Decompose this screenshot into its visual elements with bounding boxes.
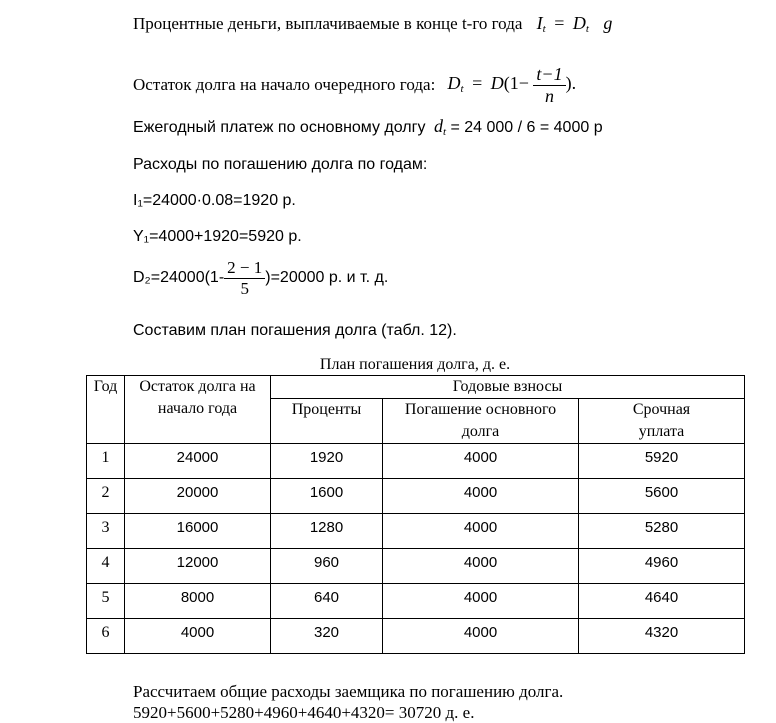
cell-balance: 12000 [125,549,271,584]
header-payment: Срочная уплата [579,399,745,444]
interest-text: Процентные деньги, выплачиваемые в конце t-го года [133,14,523,33]
cell-interest: 640 [271,584,383,619]
cell-year: 3 [87,514,125,549]
expenses-heading: Расходы по погашению долга по годам: [133,156,428,173]
cell-year: 4 [87,549,125,584]
cell-principal: 4000 [383,514,579,549]
cell-interest: 320 [271,619,383,654]
cell-year: 2 [87,479,125,514]
balance-definition [133,64,576,106]
cell-balance: 4000 [125,619,271,654]
header-year: Год [87,376,125,444]
cell-payment: 4960 [579,549,745,584]
i1-line: I₁=24000·0.08=1920 р. [133,192,296,209]
repayment-table [86,375,745,654]
interest-formula: $I_t = D_t$ g [536,13,613,35]
cell-interest: 1280 [271,514,383,549]
cell-year: 5 [87,584,125,619]
header-annual-payments: Годовые взносы [271,376,745,399]
cell-balance: 8000 [125,584,271,619]
conclusion-line-1: Рассчитаем общие расходы заемщика по погашению долга. [133,682,564,701]
cell-year: 1 [87,444,125,479]
cell-payment: 4640 [579,584,745,619]
table-row [87,619,745,654]
principal-value: = 24 000 / 6 = 4000 р [450,119,603,136]
cell-principal: 4000 [383,444,579,479]
principal-symbol: $d_t$ [433,116,446,138]
y1-line: Y₁=4000+1920=5920 р. [133,228,302,245]
cell-interest: 960 [271,549,383,584]
table-caption: План погашения долга, д. е. [319,356,511,373]
d2-line: D₂=24000(1- $\frac{2 - 1}{5}$ )=20000 р. и т. д. [133,258,389,298]
d2-fraction: $\frac{2 - 1}{5}$ [224,258,265,298]
cell-principal: 4000 [383,549,579,584]
cell-principal: 4000 [383,479,579,514]
header-interest: Проценты [271,399,383,444]
cell-balance: 24000 [125,444,271,479]
balance-formula: $D_t = D(1-$ $\frac{t-1}{n}$ ). [447,64,577,106]
cell-interest: 1920 [271,444,383,479]
principal-text: Ежегодный платеж по основному долгу [133,119,426,136]
header-balance: Остаток долга на начало года [125,376,271,444]
conclusion-line-2: 5920+5600+5280+4960+4640+4320= 30720 д. е. [133,703,475,722]
table-row [87,549,745,584]
cell-year: 6 [87,619,125,654]
cell-balance: 16000 [125,514,271,549]
interest-definition [133,13,612,35]
balance-text: Остаток долга на начало очередного года: [133,75,436,95]
cell-payment: 5920 [579,444,745,479]
table-row [87,584,745,619]
cell-interest: 1600 [271,479,383,514]
plan-intro: Составим план погашения долга (табл. 12). [133,322,457,339]
principal-line [133,116,603,138]
cell-balance: 20000 [125,479,271,514]
cell-payment: 5280 [579,514,745,549]
header-principal: Погашение основного долга [383,399,579,444]
table-row [87,479,745,514]
cell-principal: 4000 [383,584,579,619]
cell-payment: 4320 [579,619,745,654]
cell-principal: 4000 [383,619,579,654]
balance-fraction: $\frac{t-1}{n}$ [533,64,565,106]
table-row [87,444,745,479]
table-row [87,514,745,549]
cell-payment: 5600 [579,479,745,514]
